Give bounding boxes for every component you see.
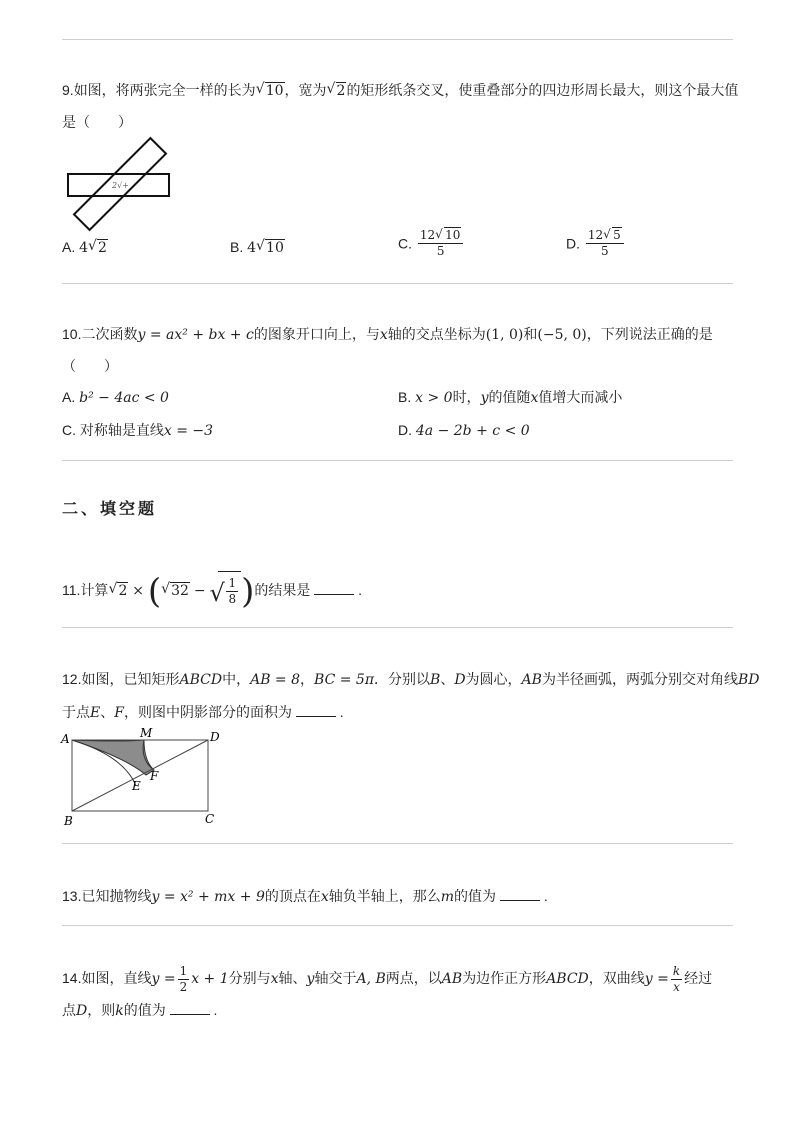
q12-stem-line2: 于点E、F，则图中阴影部分的面积为 . [62, 704, 344, 721]
q10-option-b[interactable]: B. x > 0时，y的值随x值增大而减小 [398, 389, 623, 406]
q14-stem-line1: 14.如图，直线y = $\frac{1}{2}$ x + 1分别与x轴、y轴交于A, B两点，以AB为边作正方形ABCD，双曲线y = $\frac{k}{x}$ 经过 [62, 963, 713, 994]
divider-q9 [62, 283, 733, 284]
q12-label-m: M [140, 726, 153, 740]
q12-label-f: F [150, 769, 159, 783]
q9-text-a: 如图，将两张完全一样的长为 [73, 82, 256, 98]
q11-answer-blank[interactable] [314, 580, 354, 595]
q10-option-d[interactable]: D. 4a − 2b + c < 0 [398, 422, 530, 439]
q10-stem-line2: （ ） [62, 358, 118, 374]
q14-stem-line2: 点D，则k的值为 . [62, 1002, 218, 1019]
q12-label-c: C [205, 812, 215, 826]
q12-label-b: B [64, 814, 73, 828]
q9-length-sqrt: √ 10 [255, 81, 284, 99]
q12-stem-line1: 12.如图，已知矩形ABCD中，AB = 8，BC = 5π．分别以B、D为圆心，AB为半径画弧，两弧分别交对角线BD [62, 671, 760, 688]
divider-q10 [62, 460, 733, 461]
q9-text-b: ，宽为 [284, 82, 327, 98]
q11-stem: 11.计算 √ 2 × ( √ 32 − √ $\frac{1}{8}$ )的结果是 . [62, 571, 363, 612]
divider-q12 [62, 843, 733, 844]
q9-option-a[interactable]: A. 4 √ 2 [62, 238, 107, 256]
q14-answer-blank[interactable] [170, 1000, 210, 1015]
q9-option-d[interactable]: D. 12 √ 5 5 [566, 228, 626, 259]
q10-option-c[interactable]: C. 对称轴是直线x = −3 [62, 422, 214, 439]
q13-stem: 13.已知抛物线y = x² + mx + 9的顶点在x轴负半轴上，那么m的值为 . [62, 888, 548, 905]
q10-option-a[interactable]: A. b² − 4ac < 0 [62, 389, 169, 406]
q10-stem-line1: 10.二次函数y = ax² + bx + c的图象开口向上，与x轴的交点坐标为(1, 0)和(−5, 0)，下列说法正确的是 [62, 326, 713, 343]
q12-figure [60, 726, 230, 830]
q9-number: 9. [62, 82, 74, 98]
q9-width-sqrt: √ 2 [326, 81, 346, 99]
q9-option-b[interactable]: B. 4 √ 10 [230, 238, 284, 256]
q9-text-c: 的矩形纸条交叉，使重叠部分的四边形周长最大，则这个最大值 [346, 82, 739, 98]
q12-answer-blank[interactable] [296, 702, 336, 717]
q13-answer-blank[interactable] [500, 886, 540, 901]
q12-label-a: A [61, 732, 70, 746]
q9-option-c[interactable]: C. 12 √ 10 5 [398, 228, 465, 259]
divider-q11 [62, 627, 733, 628]
q12-label-e: E [132, 779, 141, 793]
q9-figure [62, 136, 174, 232]
q9-stem-line2: 是（ ） [62, 114, 132, 130]
svg-text:2√+: 2√+ [112, 181, 129, 190]
divider-q13 [62, 925, 733, 926]
q12-label-d: D [210, 730, 220, 744]
section-title: 二、填空题 [62, 499, 158, 518]
top-divider [62, 39, 733, 40]
q9-stem-line1 [62, 80, 738, 101]
